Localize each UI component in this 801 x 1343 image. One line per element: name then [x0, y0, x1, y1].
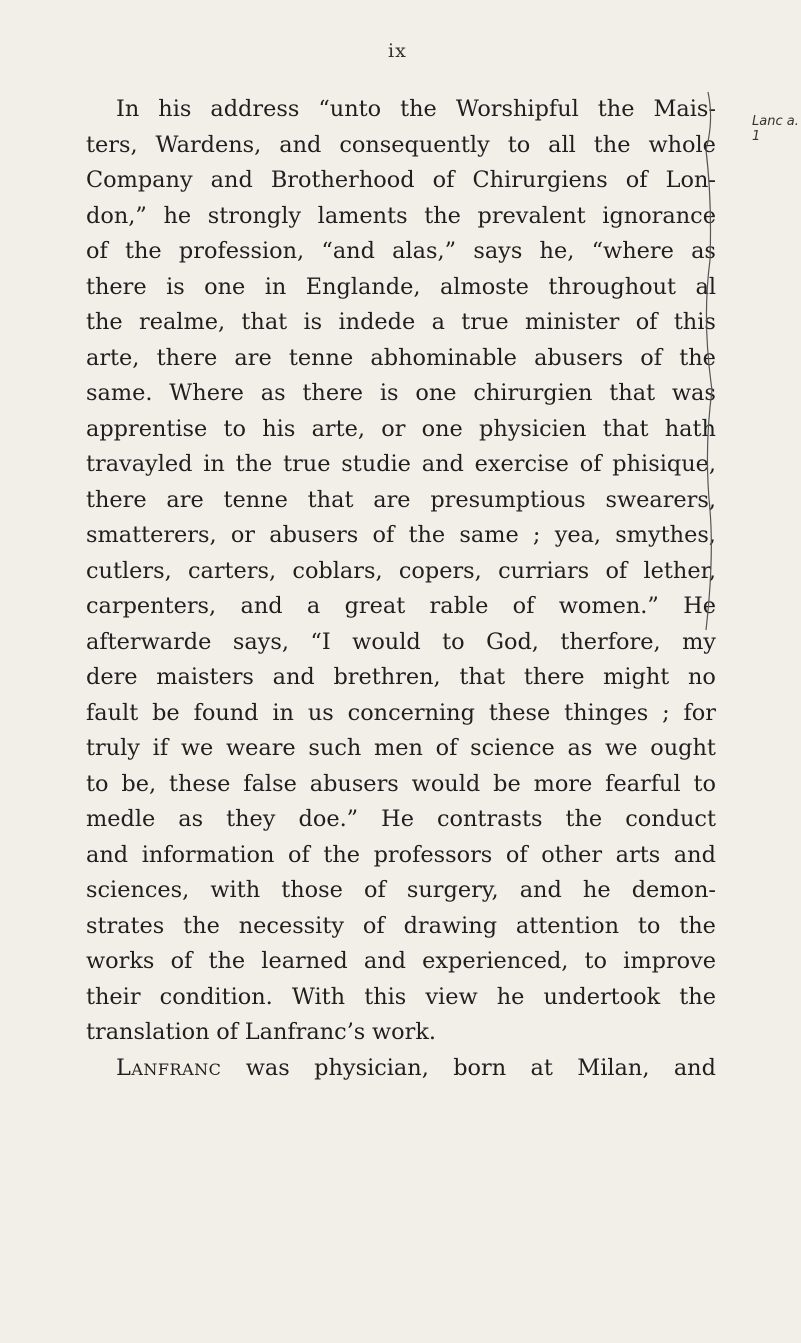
text-line: Company and Brotherhood of Chirurgiens of Lon-	[86, 167, 716, 193]
text-line: and information of the professors of other arts and	[86, 841, 716, 868]
margin-annotation: Lanc a. 1	[752, 114, 799, 144]
text-line: travayled in the true studie and exercise of phisique,	[86, 451, 716, 477]
text-line: truly if we weare such men of science as we ought	[86, 735, 716, 761]
text-line: medle as they doe.” He contrasts the conduct	[86, 806, 716, 832]
text-line: strates the necessity of drawing attention to the	[86, 912, 716, 939]
text-line: works of the learned and experienced, to improve	[86, 948, 716, 974]
text-line: their condition. With this view he undertook the	[86, 983, 716, 1010]
text-line: In his address “unto the Worshipful the Mais-	[116, 96, 716, 122]
text-line: same. Where as there is one chirurgien that was	[86, 380, 716, 406]
text-line: the realme, that is indede a true minister of this	[86, 309, 716, 335]
text-line: there is one in Englande, almoste throughout al	[86, 273, 716, 300]
text-line: of the profession, “and alas,” says he, “where as	[86, 238, 716, 264]
text-line: cutlers, carters, coblars, copers, curriars of lether,	[86, 557, 716, 584]
text-line: fault be found in us concerning these thinges ; for	[86, 699, 716, 726]
page-number: ix	[388, 40, 407, 62]
text-line: there are tenne that are presumptious swearers,	[86, 486, 716, 513]
margin-bracket	[700, 90, 750, 650]
text-line: translation of Lanfranc’s work.	[86, 1019, 437, 1045]
text-line: carpenters, and a great rable of women.” He	[86, 593, 716, 619]
body-text	[86, 92, 716, 1086]
text-line: to be, these false abusers would be more fearful to	[86, 770, 716, 797]
text-line: dere maisters and brethren, that there might no	[86, 664, 716, 690]
text-line: arte, there are tenne abhominable abusers of the	[86, 344, 716, 371]
text-line: don,” he strongly laments the prevalent ignorance	[86, 202, 716, 229]
text-line: smatterers, or abusers of the same ; yea, smythes,	[86, 522, 716, 548]
text-line: Lanfranc was physician, born at Milan, and	[116, 1054, 716, 1081]
text-line: afterwarde says, “I would to God, therfore, my	[86, 628, 716, 655]
text-line: ters, Wardens, and consequently to all the whole	[86, 131, 716, 158]
text-line: apprentise to his arte, or one physicien that hath	[86, 415, 716, 442]
text-line: sciences, with those of surgery, and he demon-	[86, 877, 716, 903]
